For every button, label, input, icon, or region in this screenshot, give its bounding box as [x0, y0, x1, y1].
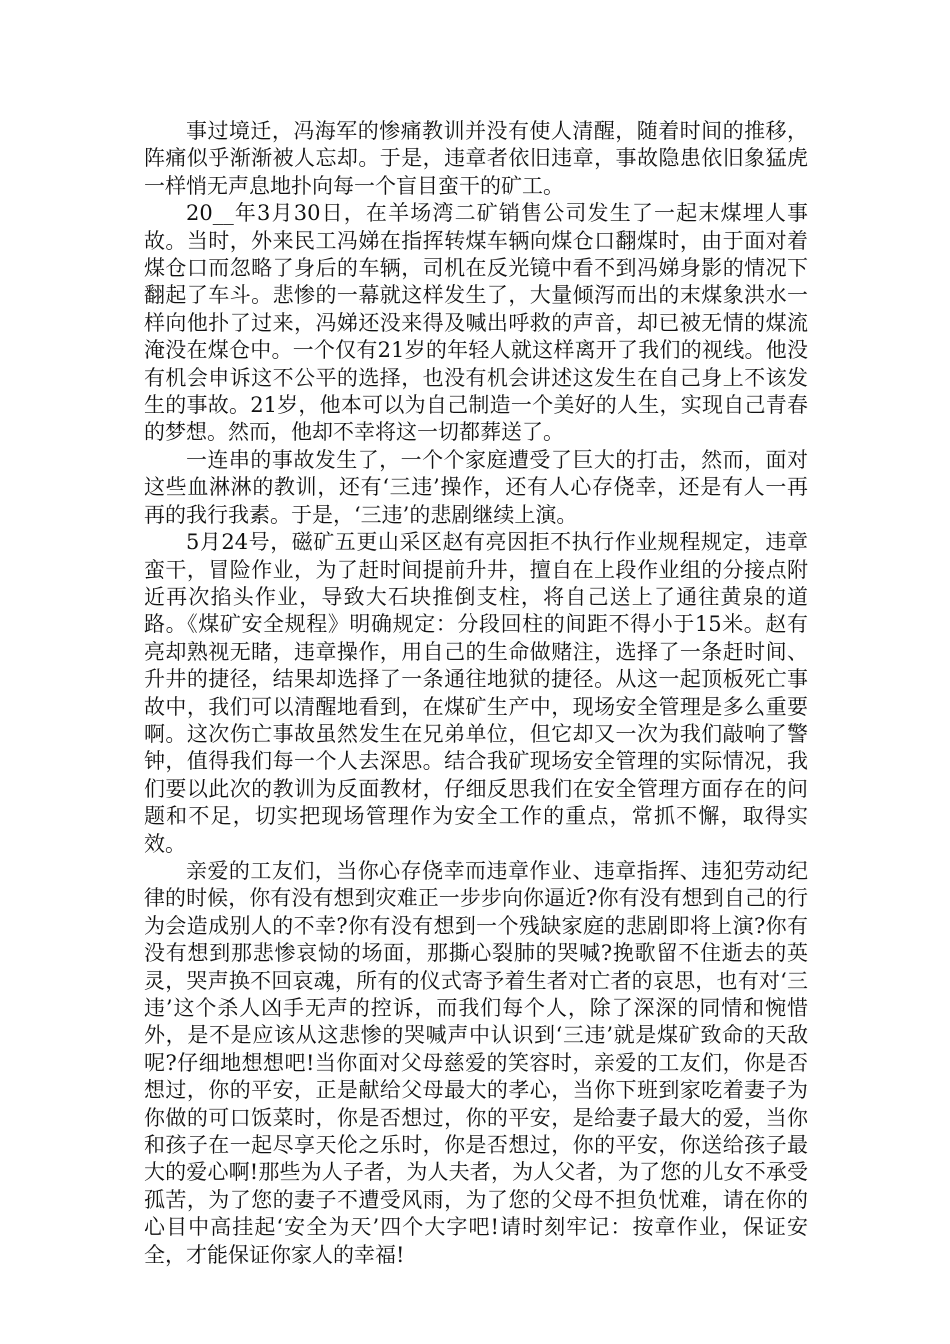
paragraph-1: 事过境迁，冯海军的惨痛教训并没有使人清醒，随着时间的推移，阵痛似乎渐渐被人忘却。于是，违章者依旧违章，事故隐患依旧象猛虎一样悄无声息地扑向每一个盲目蛮干的矿工。	[144, 119, 808, 198]
paragraph-5: 亲爱的工友们，当你心存侥幸而违章作业、违章指挥、违犯劳动纪律的时候，你有没有想到灾难正一步步向你逼近?你有没有想到自己的行为会造成别人的不幸?你有没有想到一个残缺家庭的悲剧即将上演?你有没有想到那悲惨哀恸的场面，那撕心裂肺的哭喊?挽歌留不住逝去的英灵，哭声换不回哀魂，所有的仪式寄予着生者对亡者的哀思，也有对‘三违’这个杀人凶手无声的控诉，而我们每个人，除了深深的同情和惋惜外，是不是应该从这悲惨的哭喊声中认识到‘三违’就是煤矿致命的天敌呢?仔细地想想吧!当你面对父母慈爱的笑容时，亲爱的工友们，你是否想过，你的平安，正是献给父母最大的孝心，当你下班到家吃着妻子为你做的可口饭菜时，你是否想过，你的平安，是给妻子最大的爱，当你和孩子在一起尽享天伦之乐时，你是否想过，你的平安，你送给孩子最大的爱心啊!那些为人子者，为人夫者，为人父者，为了您的儿女不承受孤苦，为了您的妻子不遭受风雨，为了您的父母不担负忧难，请在你的心目中高挂起‘安全为天’四个大字吧!请时刻牢记：按章作业，保证安全，才能保证你家人的幸福!	[144, 858, 808, 1267]
paragraph-3: 一连串的事故发生了，一个个家庭遭受了巨大的打击，然而，面对这些血淋淋的教训，还有‘三违’操作，还有人心存侥幸，还是有人一再再的我行我素。于是，‘三违’的悲剧继续上演。	[144, 447, 808, 527]
paragraph-2: 20__年3月30日，在羊场湾二矿销售公司发生了一起末煤埋人事故。当时，外来民工冯娣在指挥转煤车辆向煤仓口翻煤时，由于面对着煤仓口而忽略了身后的车辆，司机在反光镜中看不到冯娣身影的情况下翻起了车斗。悲惨的一幕就这样发生了，大量倾泻而出的末煤象洪水一样向他扑了过来，冯娣还没来得及喊出呼救的声音，却已被无情的煤流淹没在煤仓中。一个仅有21岁的年轻人就这样离开了我们的视线。他没有机会申诉这不公平的选择，也没有机会讲述这发生在自己身上不该发生的事故。21岁，他本可以为自己制造一个美好的人生，实现自己青春的梦想。然而，他却不幸将这一切都葬送了。	[144, 201, 808, 445]
paragraph-4: 5月24号，磁矿五更山采区赵有亮因拒不执行作业规程规定，违章蛮干，冒险作业，为了赶时间提前升井，擅自在上段作业组的分接点附近再次掐头作业，导致大石块推倒支柱，将自己送上了通往黄泉的道路。《煤矿安全规程》明确规定：分段回柱的间距不得小于15米。赵有亮却熟视无睹，违章操作，用自己的生命做赌注，选择了一条赶时间、升井的捷径，结果却选择了一条通往地狱的捷径。从这一起顶板死亡事故中，我们可以清醒地看到，在煤矿生产中，现场安全管理是多么重要啊。这次伤亡事故虽然发生在兄弟单位，但它却又一次为我们敲响了警钟，值得我们每一个人去深思。结合我矿现场安全管理的实际情况，我们要以此次的教训为反面教材，仔细反思我们在安全管理方面存在的问题和不足，切实把现场管理作为安全工作的重点，常抓不懈，取得实效。	[144, 530, 808, 856]
document-body	[144, 118, 808, 1269]
